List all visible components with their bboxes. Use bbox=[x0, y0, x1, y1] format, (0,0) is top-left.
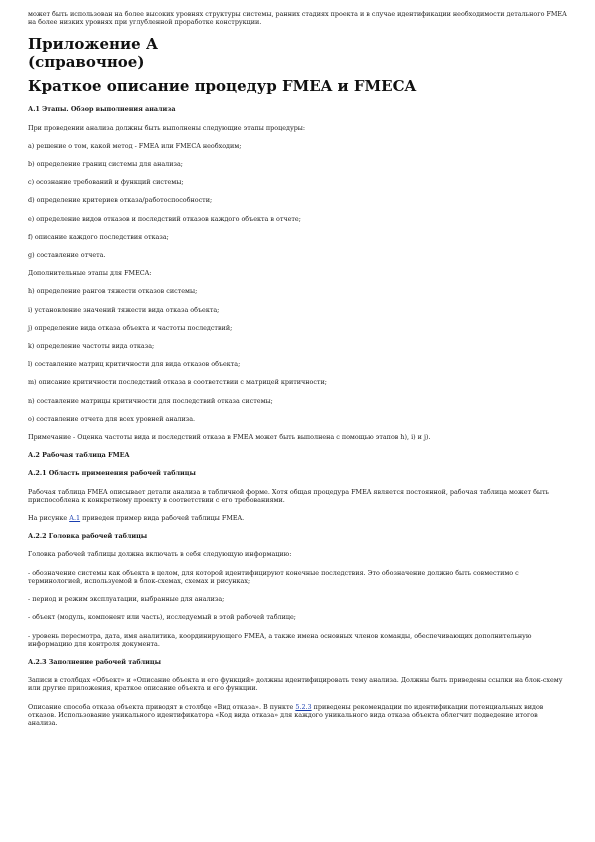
list-item: a) решение о том, какой метод - FMEA или FMECA необходим; bbox=[28, 141, 242, 150]
failure-mode-suffix: приведены рекомендации по идентификации потенциальных видов отказов. Использование уникального идентификатора «Код вида отказа» для каждого уникального вида отказа объекта облегчит подведение итогов анализа. bbox=[28, 702, 544, 727]
appendix-heading bbox=[28, 35, 568, 71]
list-item: c) осознание требований и функций системы; bbox=[28, 178, 184, 187]
appendix-subtitle: (справочное) bbox=[28, 53, 145, 72]
list-item: o) составление отчета для всех уровней анализа. bbox=[28, 414, 196, 423]
section-a23-heading: А.2.3 Заполнение рабочей таблицы bbox=[28, 657, 161, 666]
appendix-title: Приложение А bbox=[28, 35, 159, 54]
a22-intro: Головка рабочей таблицы должна включать в себя следующую информацию: bbox=[28, 550, 292, 559]
steps-list bbox=[28, 142, 568, 259]
figure-ref-prefix: На рисунке bbox=[28, 514, 70, 523]
a21-paragraph: Рабочая таблица FMEA описывает детали анализа в табличной форме. Хотя общая процедура FMEA является постоянной, рабочая таблица может быть приспособлена к конкретному проекту в соответствии с его требованиями. bbox=[28, 487, 550, 504]
list-item: n) составление матрицы критичности для последствий отказа системы; bbox=[28, 396, 273, 405]
figure-reference-paragraph bbox=[28, 514, 568, 522]
list-item: - период и режим эксплуатации, выбранные для анализа; bbox=[28, 595, 225, 604]
list-item: d) определение критериев отказа/работоспособности; bbox=[28, 196, 213, 205]
list-item: b) определение границ системы для анализа; bbox=[28, 160, 183, 169]
list-item: g) составление отчета. bbox=[28, 251, 106, 260]
list-item: f) описание каждого последствия отказа; bbox=[28, 232, 169, 241]
list-item: m) описание критичности последствий отказа в соответствии с матрицей критичности; bbox=[28, 378, 327, 387]
list-item: h) определение рангов тяжести отказов системы; bbox=[28, 287, 198, 296]
note-paragraph: Примечание - Оценка частоты вида и последствий отказа в FMEA может быть выполнена с помощью этапов h), i) и j). bbox=[28, 433, 431, 442]
list-item: - объект (модуль, компонент или часть), исследуемый в этой рабочей таблице; bbox=[28, 613, 296, 622]
list-item: j) определение вида отказа объекта и частоты последствий; bbox=[28, 323, 233, 332]
section-a2-heading: А.2 Рабочая таблица FMEA bbox=[28, 451, 130, 460]
list-item: i) установление значений тяжести вида отказа объекта; bbox=[28, 305, 220, 314]
failure-mode-prefix: Описание способа отказа объекта приводят в столбце «Вид отказа». В пункте bbox=[28, 702, 296, 711]
intro-paragraph: может быть использован на более высоких уровнях структуры системы, ранних стадиях проекта и в случае идентификации необходимости детального FMEA на более низких уровнях при углубленной проработке конструкции. bbox=[28, 10, 567, 27]
document-page bbox=[28, 10, 568, 727]
section-a21-heading: А.2.1 Область применения рабочей таблицы bbox=[28, 469, 196, 478]
list-item: - уровень пересмотра, дата, имя аналитика, координирующего FMEA, а также имена основных членов команды, обеспечивающих дополнительную информацию для контроля документа. bbox=[28, 631, 532, 648]
header-info-list bbox=[28, 569, 568, 648]
list-item: e) определение видов отказов и последствий отказов каждого объекта в отчете; bbox=[28, 214, 301, 223]
fmeca-intro: Дополнительные этапы для FMECA: bbox=[28, 269, 152, 278]
list-item: l) составление матриц критичности для вида отказов объекта; bbox=[28, 360, 241, 369]
list-item: k) определение частоты вида отказа; bbox=[28, 342, 155, 351]
failure-mode-paragraph bbox=[28, 703, 568, 728]
section-a22-heading: А.2.2 Головка рабочей таблицы bbox=[28, 532, 148, 541]
section-a1-heading: А.1 Этапы. Обзор выполнения анализа bbox=[28, 105, 176, 114]
fmeca-steps-list bbox=[28, 287, 568, 423]
figure-a1-link[interactable]: А.1 bbox=[69, 514, 81, 523]
figure-ref-suffix: приведен пример вида рабочей таблицы FMEA. bbox=[80, 514, 245, 523]
a1-intro: При проведении анализа должны быть выполнены следующие этапы процедуры: bbox=[28, 123, 306, 132]
document-title: Краткое описание процедур FMEA и FMECA bbox=[28, 77, 417, 96]
list-item: - обозначение системы как объекта в целом, для которой идентифицируют конечные последствия. Это обозначение должно быть совместимо с терминологией, используемой в блок-схемах, схемах и рисунках; bbox=[28, 568, 519, 585]
section-523-link[interactable]: 5.2.3 bbox=[295, 702, 312, 711]
a23-paragraph: Записи в столбцах «Объект» и «Описание объекта и его функций» должны идентифицировать тему анализа. Должны быть приведены ссылки на блок-схему или другие приложения, краткое описание объекта и его функции. bbox=[28, 676, 563, 693]
